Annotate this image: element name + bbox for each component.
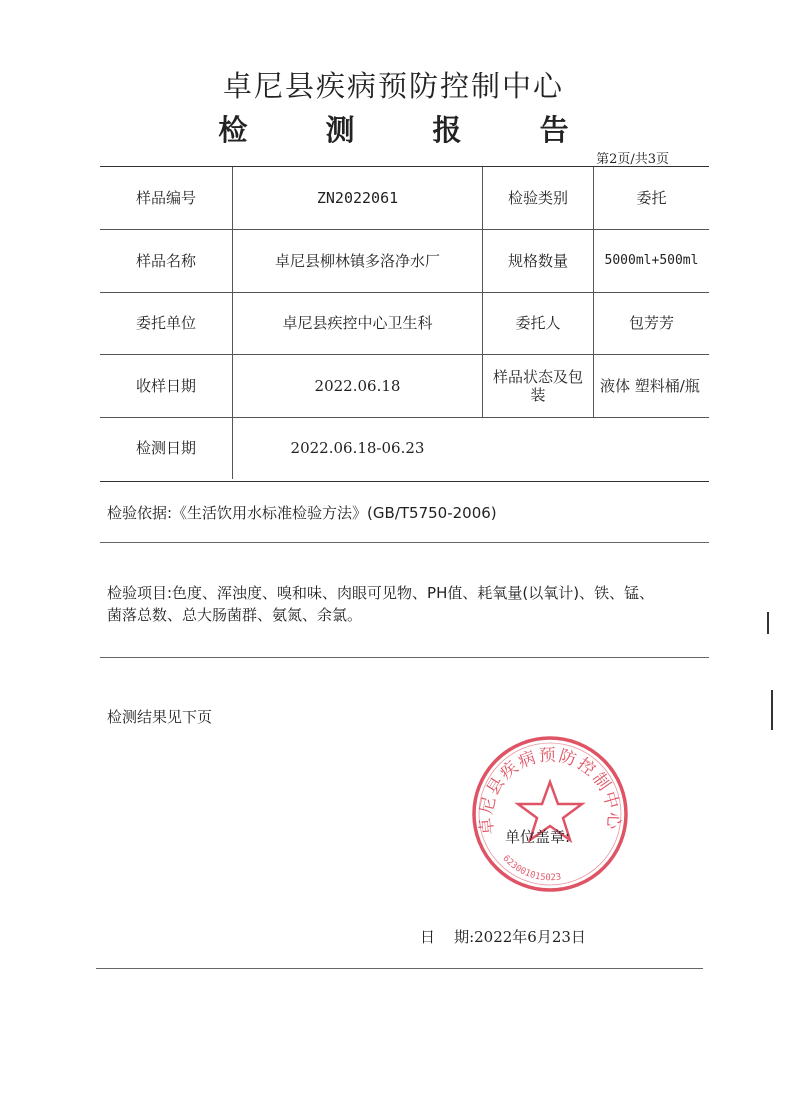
- value-test-date: 2022.06.18-06.23: [232, 417, 482, 479]
- value-client-person: 包芳芳: [593, 292, 709, 354]
- label-sample-name: 样品名称: [135, 251, 196, 270]
- page-number: 第2页/共3页: [596, 152, 669, 167]
- official-seal-stamp: [470, 734, 630, 894]
- org-name: 卓尼县疾病预防控制中心: [222, 69, 564, 103]
- seal-code-text: 623001015023: [500, 853, 562, 884]
- table-row: [100, 229, 709, 293]
- value-sample-status: 液体 塑料桶/瓶: [593, 354, 709, 417]
- report-date: 日 期:2022年6月23日: [420, 928, 586, 946]
- label-test-date: 检测日期: [135, 439, 196, 457]
- divider: [100, 657, 709, 658]
- result-note: 检测结果见下页: [107, 708, 213, 726]
- table-row: [100, 417, 709, 479]
- test-items-line1: 检验项目:色度、浑浊度、嗅和味、肉眼可见物、PH值、耗氧量(以氧计)、铁、锰、: [107, 584, 655, 602]
- value-sample-name: 卓尼县柳林镇多洛净水厂: [232, 229, 482, 292]
- divider: [100, 542, 709, 543]
- value-receive-date: 2022.06.18: [232, 354, 482, 417]
- value-client-unit: 卓尼县疾控中心卫生科: [232, 292, 482, 354]
- label-sample-status: 样品状态及包装: [482, 354, 593, 417]
- doc-title: 检 测 报 告: [218, 113, 603, 147]
- label-receive-date: 收样日期: [135, 376, 196, 395]
- signature-label: 单位盖章:: [505, 828, 571, 846]
- scan-mark: [771, 690, 773, 730]
- table-row: [100, 354, 709, 418]
- label-sample-id: 样品编号: [135, 189, 196, 207]
- divider: [96, 968, 703, 969]
- test-basis: 检验依据:《生活饮用水标准检验方法》(GB/T5750-2006): [107, 504, 497, 522]
- table-row: [100, 167, 709, 230]
- sample-info-table: [100, 166, 709, 482]
- seal-org-text: 卓尼县疾病预防控制中心: [476, 745, 624, 836]
- table-row: [100, 292, 709, 355]
- label-spec-quantity: 规格数量: [482, 229, 593, 292]
- scan-mark: [767, 612, 769, 634]
- value-sample-id: ZN2022061: [232, 167, 482, 229]
- value-spec-quantity: 5000ml+500ml: [593, 229, 709, 292]
- label-client-unit: 委托单位: [135, 314, 196, 332]
- test-items-line2: 菌落总数、总大肠菌群、氨氮、余氯。: [107, 606, 363, 624]
- label-client-person: 委托人: [482, 292, 593, 354]
- value-test-category: 委托: [593, 167, 709, 229]
- label-test-category: 检验类别: [482, 167, 593, 229]
